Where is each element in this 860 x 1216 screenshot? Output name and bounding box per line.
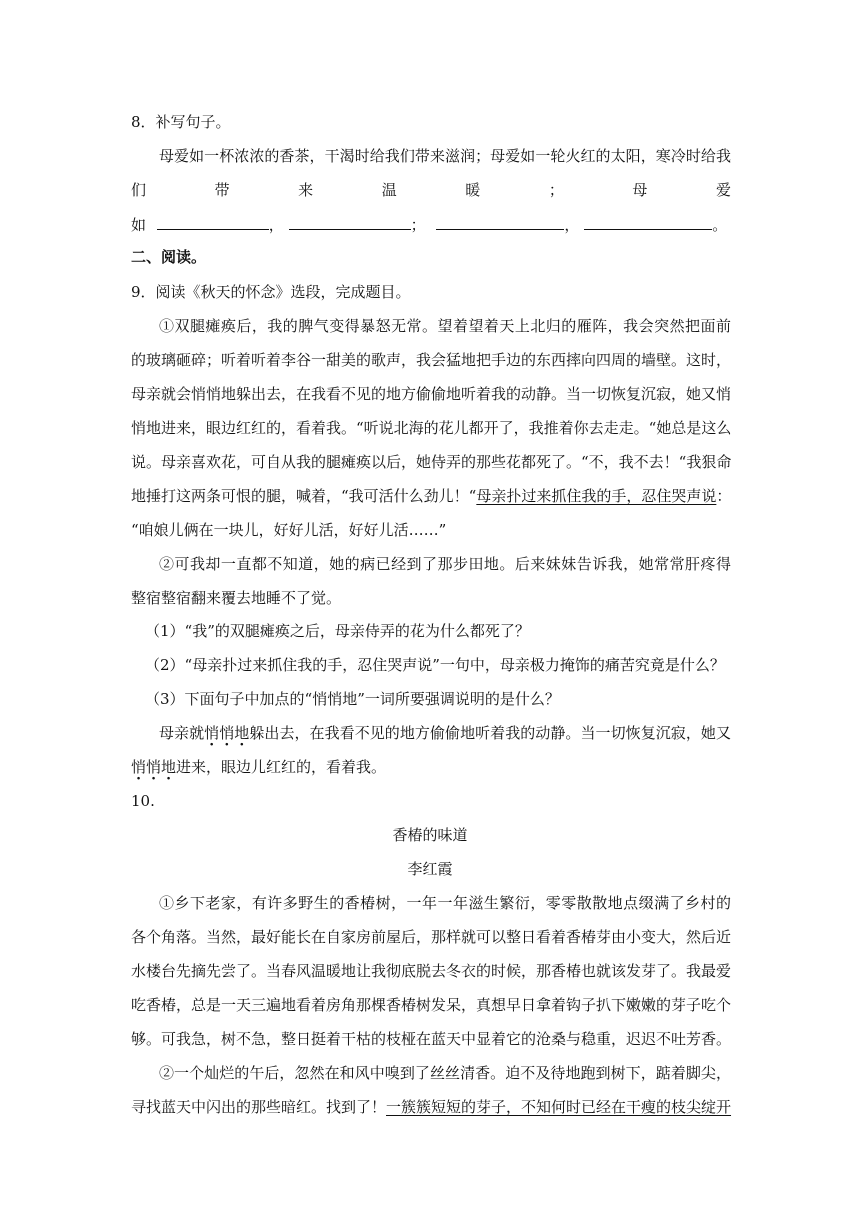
dotted-char: 悄 — [146, 758, 162, 776]
q10-paragraph-line: 够。可我急，树不急，整日挺着干枯的枝桠在蓝天中显着它的沧桑与稳重，迟迟不吐芳香。 — [131, 1030, 732, 1048]
q8-char: 来 — [298, 181, 314, 199]
dotted-char: 地 — [161, 758, 177, 776]
q8-char: 爱 — [715, 181, 731, 199]
punct: ； — [410, 216, 426, 234]
fill-blank-4[interactable] — [584, 214, 712, 230]
q8-char: ； — [548, 181, 564, 199]
q9-paragraph-line — [131, 486, 731, 506]
q9-quote-line — [131, 757, 731, 777]
section-title: 二、阅读。 — [131, 248, 207, 266]
fill-blank-1[interactable] — [157, 214, 269, 230]
dotted-char: 地 — [234, 724, 250, 742]
punct: ， — [268, 216, 284, 234]
q9-title: 9．阅读《秋天的怀念》选段，完成题目。 — [131, 283, 411, 301]
text-run: 母亲就 — [159, 724, 205, 742]
q10-paragraph-line: 各个角落。当然，最好能长在自家房前屋后，那样就可以整日看着香椿芽由小变大，然后近 — [131, 928, 732, 946]
underlined-sentence: 一簇簇短短的芽子，不知何时已经在干瘦的枝尖绽开 — [386, 1098, 732, 1116]
q8-line2 — [131, 180, 731, 200]
q10-paragraph-line: 吃香椿，总是一天三遍地看着房角那棵香椿树发呆，真想早日拿着钩子扒下嫩嫩的芽子吃个 — [131, 996, 732, 1014]
q9-sub-question-2: （2）“母亲扑过来抓住我的手，忍住哭声说”一句中，母亲极力掩饰的痛苦究竟是什么？ — [145, 656, 725, 674]
q9-paragraph-line: 的玻璃砸碎；听着听着李谷一甜美的歌声，我会猛地把手边的东西摔向四周的墙壁。这时， — [131, 351, 732, 369]
dotted-char: 悄 — [131, 758, 147, 776]
q8-char: 母 — [632, 181, 648, 199]
q9-sub-question-3: （3）下面句子中加点的“悄悄地”一词所要强调说明的是什么？ — [145, 690, 560, 708]
q9-paragraph-line: 整宿整宿翻来覆去地睡不了觉。 — [131, 589, 342, 607]
q8-char: 带 — [214, 181, 230, 199]
q9-paragraph-line: ①双腿瘫痪后，我的脾气变得暴怒无常。望着望着天上北归的雁阵，我会突然把面前 — [159, 317, 731, 335]
q9-paragraph-line: ②可我却一直都不知道，她的病已经到了那步田地。后来妹妹告诉我，她常常肝疼得 — [159, 555, 731, 573]
article-author: 李红霞 — [407, 860, 453, 878]
text-run: 躲出去，在我看不见的地方偷偷地听着我的动静。当一切恢复沉寂，她又 — [249, 724, 731, 742]
article-title: 香椿的味道 — [392, 826, 468, 844]
text-run: 寻找蓝天中闪出的那些暗红。找到了！ — [131, 1098, 387, 1116]
fill-blank-2[interactable] — [289, 214, 411, 230]
text-run: 地捶打这两条可恨的腿，喊着，“我可活什么劲儿！“ — [131, 487, 477, 505]
q9-sub-question-1: （1）“我”的双腿瘫痪之后，母亲侍弄的花为什么都死了？ — [145, 622, 530, 640]
q8-title: 8．补写句子。 — [131, 113, 231, 131]
text-run: 进来，眼边儿红红的，看着我。 — [176, 758, 387, 776]
q9-quote-line — [159, 723, 731, 743]
q9-paragraph-line: “咱娘儿俩在一块儿，好好儿活，好好儿活……” — [131, 521, 447, 539]
q8-char: 温 — [381, 181, 397, 199]
q8-line1: 母爱如一杯浓浓的香茶，干渴时给我们带来滋润；母爱如一轮火红的太阳，寒冷时给我 — [159, 147, 731, 165]
q10-number: 10. — [131, 792, 155, 810]
text-run: ： — [716, 487, 732, 505]
q8-char: 暖 — [465, 181, 481, 199]
q10-paragraph-line — [131, 1097, 731, 1117]
q8-line3-start: 如 — [131, 216, 147, 234]
q10-paragraph-line: ②一个灿烂的午后，忽然在和风中嗅到了丝丝清香。迫不及待地跑到树下，踮着脚尖， — [159, 1064, 731, 1082]
q10-paragraph-line: ①乡下老家，有许多野生的香椿树，一年一年滋生繁衍，零零散散地点缀满了乡村的 — [159, 894, 731, 912]
q8-line3 — [131, 214, 731, 235]
punct: 。 — [712, 216, 728, 234]
q9-paragraph-line: 说。母亲喜欢花，可自从我的腿瘫痪以后，她侍弄的那些花都死了。“不，我不去！“我狠命 — [131, 453, 732, 471]
punct: ， — [564, 216, 580, 234]
underlined-sentence: 母亲扑过来抓住我的手，忍住哭声说 — [476, 487, 717, 505]
q10-paragraph-line: 水楼台先摘先尝了。当春风温暖地让我彻底脱去冬衣的时候，那香椿也就该发芽了。我最爱 — [131, 962, 732, 980]
q8-char: 们 — [131, 181, 147, 199]
q9-paragraph-line: 悄地进来，眼边红红的，看着我。“听说北海的花儿都开了，我推着你去走走。“她总是这么 — [131, 419, 732, 437]
dotted-char: 悄 — [219, 724, 235, 742]
fill-blank-3[interactable] — [436, 214, 564, 230]
q9-paragraph-line: 母亲就会悄悄地躲出去，在我看不见的地方偷偷地听着我的动静。当一切恢复沉寂，她又悄 — [131, 385, 732, 403]
dotted-char: 悄 — [204, 724, 220, 742]
